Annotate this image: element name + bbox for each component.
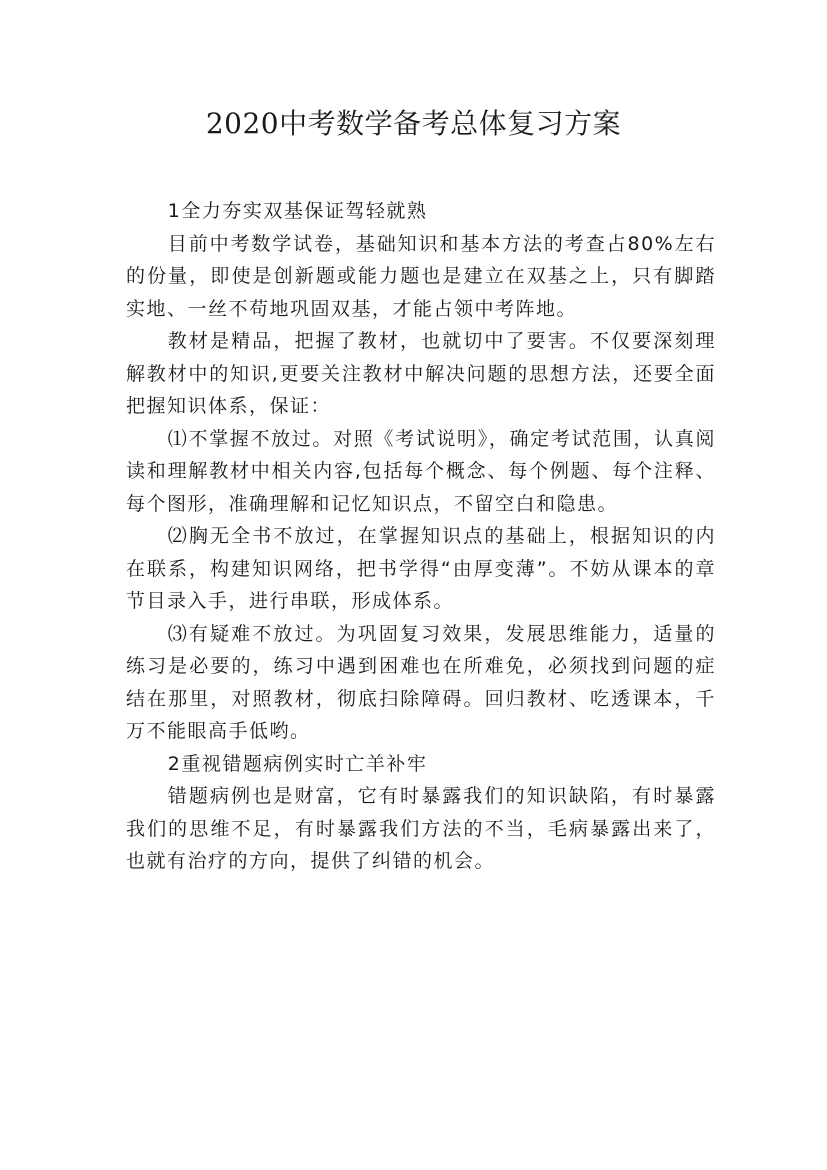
list-item-1: ⑴不掌握不放过。对照《考试说明》，确定考试范围，认真阅读和理解教材中相关内容,包括每个概念、每个例题、每个注释、每个图形，准确理解和记忆知识点，不留空白和隐患。 bbox=[126, 427, 716, 515]
paragraph: 错题病例也是财富，它有时暴露我们的知识缺陷，有时暴露我们的思维不足，有时暴露我们方法的不当，毛病暴露出来了，也就有治疗的方向，提供了纠错的机会。 bbox=[126, 785, 716, 872]
document-title: 2020中考数学备考总体复习方案 bbox=[205, 107, 622, 140]
document-body bbox=[126, 195, 716, 878]
list-item-2: ⑵胸无全书不放过，在掌握知识点的基础上，根据知识的内在联系，构建知识网络，把书学得“由厚变薄”。不妨从课本的章节目录入手，进行串联，形成体系。 bbox=[126, 525, 716, 612]
section-heading-1: 1全力夯实双基保证驾轻就熟 bbox=[167, 200, 428, 222]
section-heading-2: 2重视错题病例实时亡羊补牢 bbox=[167, 752, 428, 775]
list-item-3: ⑶有疑难不放过。为巩固复习效果，发展思维能力，适量的练习是必要的，练习中遇到困难也在所难免，必须找到问题的症结在那里，对照教材，彻底扫除障碍。回归教材、吃透课本，千万不能眼高手低哟。 bbox=[126, 622, 716, 742]
paragraph: 目前中考数学试卷，基础知识和基本方法的考查占80%左右的份量，即使是创新题或能力题也是建立在双基之上，只有脚踏实地、一丝不苟地巩固双基，才能占领中考阵地。 bbox=[126, 232, 716, 320]
paragraph: 教材是精品，把握了教材，也就切中了要害。不仅要深刻理解教材中的知识,更要关注教材中解决问题的思想方法，还要全面把握知识体系，保证： bbox=[126, 330, 716, 417]
